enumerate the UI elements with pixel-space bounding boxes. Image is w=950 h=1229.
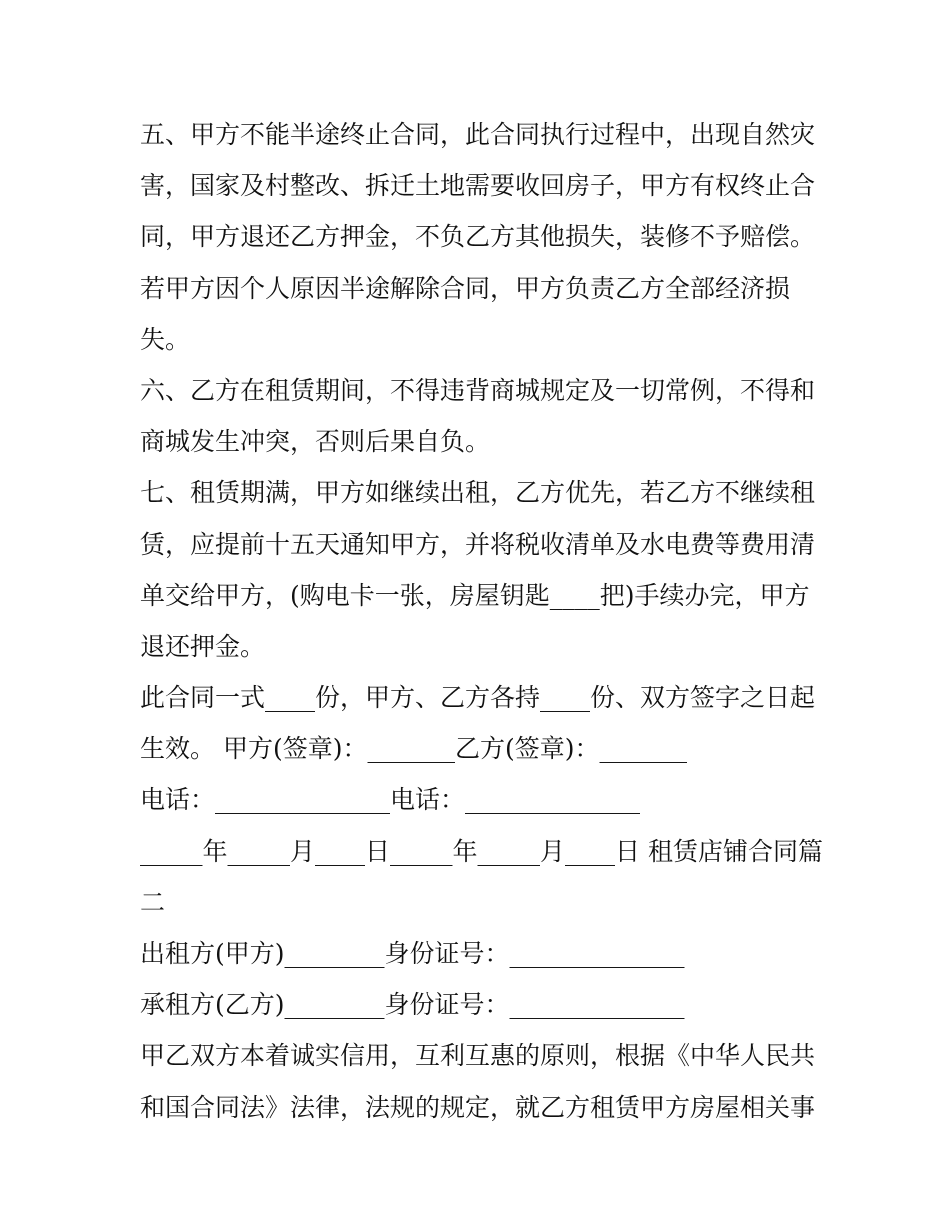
clause-5-line-4: 若甲方因个人原因半途解除合同，甲方负责乙方全部经济损 — [140, 273, 791, 303]
contract-text — [140, 109, 823, 1133]
clause-6-line-2: 商城发生冲突，否则后果自负。 — [140, 427, 491, 457]
preamble-line-2: 和国合同法》法律，法规的规定，就乙方租赁甲方房屋相关事 — [140, 1092, 816, 1122]
section-two-heading: 二 — [140, 887, 166, 917]
date-line: _____年_____月____日_____年_____月____日 租赁店铺合同篇 — [140, 836, 823, 866]
clause-7-line-3: 单交给甲方，(购电卡一张，房屋钥匙____把)手续办完，甲方 — [140, 580, 810, 610]
clause-5-line-2: 害，国家及村整改、拆迁土地需要收回房子，甲方有权终止合 — [140, 171, 816, 201]
clause-5-line-1: 五、甲方不能半途终止合同，此合同执行过程中，出现自然灾 — [140, 120, 816, 149]
clause-7-line-2: 赁，应提前十五天通知甲方，并将税收清单及水电费等费用清 — [140, 529, 816, 559]
copies-line-1: 此合同一式____份，甲方、乙方各持____份、双方签字之日起 — [140, 683, 816, 713]
lessor-line: 出租方(甲方)________身份证号：______________ — [140, 939, 685, 968]
signature-line: 生效。 甲方(签章)：_______乙方(签章)：_______ — [140, 734, 687, 764]
clause-5-line-5: 失。 — [140, 324, 191, 354]
lessee-line: 承租方(乙方)________身份证号：______________ — [140, 990, 685, 1020]
clause-5-line-3: 同，甲方退还乙方押金，不负乙方其他损失，装修不予赔偿。 — [140, 222, 816, 252]
clause-7-line-1: 七、租赁期满，甲方如继续出租，乙方优先，若乙方不继续租 — [140, 478, 816, 508]
clause-6-line-1: 六、乙方在租赁期间，不得违背商城规定及一切常例，不得和 — [140, 375, 816, 405]
clause-7-line-4: 退还押金。 — [140, 631, 266, 661]
phone-line: 电话：______________电话：______________ — [140, 785, 641, 815]
preamble-line-1: 甲乙双方本着诚实信用，互利互惠的原则，根据《中华人民共 — [140, 1041, 816, 1071]
